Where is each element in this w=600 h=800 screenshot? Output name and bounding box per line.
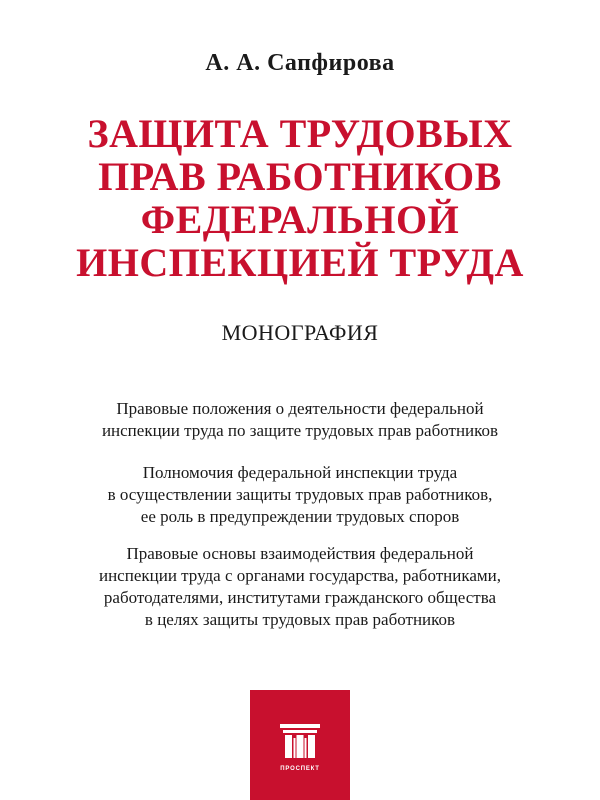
author-name: А. А. Сапфирова xyxy=(205,50,395,76)
genre-label: МОНОГРАФИЯ xyxy=(221,320,379,345)
description-line: в осуществлении защиты трудовых прав работников, xyxy=(107,485,493,504)
description-line: ее роль в предупреждении трудовых споров xyxy=(140,507,460,526)
description-line: инспекции труда по защите трудовых прав работников xyxy=(101,421,499,440)
title-line: ИНСПЕКЦИЕЙ ТРУДА xyxy=(76,240,524,285)
publisher-name: ПРОСПЕКТ xyxy=(280,766,320,772)
building-columns-icon xyxy=(280,724,320,758)
description-paragraph xyxy=(0,462,600,528)
title-line: ЗАЩИТА ТРУДОВЫХ xyxy=(87,111,513,156)
title-line: ПРАВ РАБОТНИКОВ xyxy=(98,154,502,199)
book-title xyxy=(0,112,600,284)
description-line: работодателями, институтами гражданского общества xyxy=(103,588,497,607)
description-line: Правовые положения о деятельности федеральной xyxy=(116,399,484,418)
description-line: Правовые основы взаимодействия федеральной xyxy=(126,544,474,563)
title-line: ФЕДЕРАЛЬНОЙ xyxy=(140,197,460,242)
publisher-logo xyxy=(250,690,350,800)
description-paragraph xyxy=(0,398,600,442)
description-line: Полномочия федеральной инспекции труда xyxy=(142,463,458,482)
description-line: инспекции труда с органами государства, работниками, xyxy=(98,566,502,585)
description-line: в целях защиты трудовых прав работников xyxy=(144,610,456,629)
description-paragraph xyxy=(0,543,600,631)
